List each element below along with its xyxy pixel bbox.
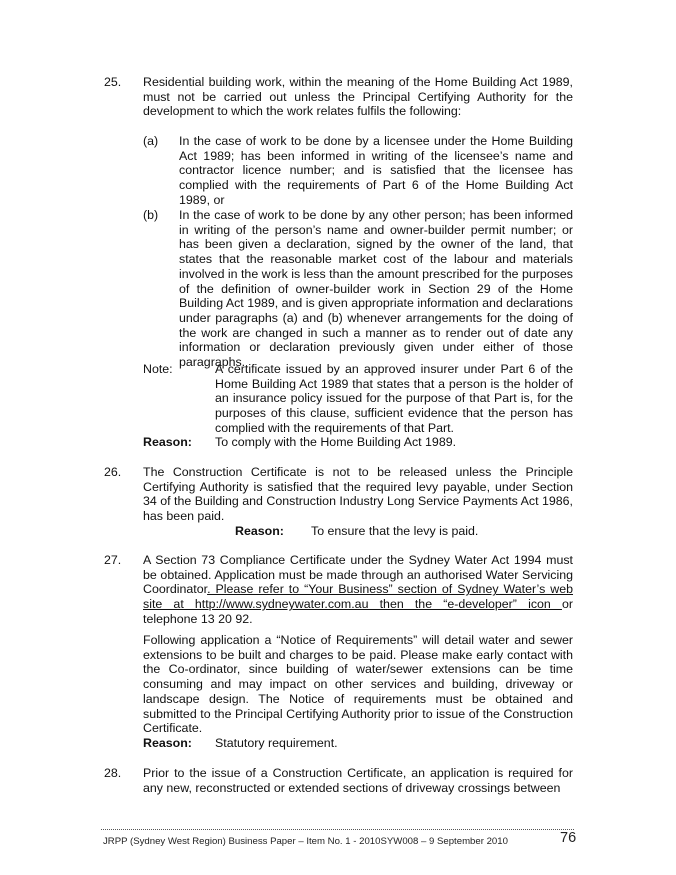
sydney-water-link-text[interactable]: . Please refer to “Your Business” section of Sydney Water’s web site at http://www.sydneywater.com.au then the “e-developer” icon — [143, 582, 573, 612]
condition-26-reason-text: To ensure that the levy is paid. — [311, 524, 479, 538]
page-number: 76 — [560, 830, 577, 846]
footer-divider — [101, 829, 574, 830]
condition-25-b-label: (b) — [143, 208, 159, 222]
condition-28-text: Prior to the issue of a Construction Certificate, an application is required for any new, reconstructed or extended sections of driveway crossings between — [143, 766, 573, 795]
condition-26-number: 26. — [104, 465, 122, 479]
condition-25-a-text: In the case of work to be done by a licensee under the Home Building Act 1989; has been informed in writing of the licensee’s name and contractor licence number; and is satisfied that the licensee has complied with the requirements of Part 6 of the Home Building Act 1989, or — [179, 134, 573, 207]
condition-26-reason-label: Reason: — [235, 524, 284, 538]
condition-27-reason-text: Statutory requirement. — [215, 736, 338, 750]
condition-25-number: 25. — [104, 75, 122, 89]
condition-27-text — [143, 553, 573, 627]
condition-27-text-start: A Section 73 Compliance Certificate under the Sydney Water Act 1994 must be obtained. Application must be made through an authorised Water Servicing Coordinator — [143, 553, 573, 597]
condition-25-b-text: In the case of work to be done by any other person; has been informed in writing of the person’s name and owner-builder permit number; or has been given a declaration, signed by the owner of the land, that states that the reasonable market cost of the labour and materials involved in the work is less than the amount prescribed for the purposes of the definition of owner-builder work in Section 29 of the Home Building Act 1989, and is given appropriate information and declarations under paragraphs (a) and (b) whenever arrangements for the doing of the work are changed in such a manner as to render out of date any information or declaration previously given under either of those paragraphs. — [179, 208, 574, 370]
condition-27-text-end: or telephone 13 20 92. — [143, 597, 573, 626]
condition-27-reason-label: Reason: — [143, 736, 192, 750]
condition-25-note-text: A certificate issued by an approved insurer under Part 6 of the Home Building Act 1989 that states that a person is the holder of an insurance policy issued for the purpose of that Part is, for the purposes of this clause, sufficient evidence that the person has complied with the requirements of that Part. — [215, 362, 573, 435]
condition-28-number: 28. — [104, 766, 122, 780]
condition-27-number: 27. — [104, 553, 122, 567]
condition-25-reason-label: Reason: — [143, 435, 192, 449]
condition-25-a-label: (a) — [143, 134, 159, 148]
condition-25-note-label: Note: — [143, 362, 173, 376]
condition-25-intro: Residential building work, within the meaning of the Home Building Act 1989, must not be carried out unless the Principal Certifying Authority for the development to which the work relates fulfils the following: — [143, 75, 573, 119]
condition-25-reason-text: To comply with the Home Building Act 1989. — [215, 435, 457, 449]
condition-27-para2: Following application a “Notice of Requirements” will detail water and sewer extensions to be built and charges to be paid. Please make early contact with the Co-ordinator, since building of water/sewer extensions can be time consuming and may impact on other services and building, driveway or landscape design. The Notice of requirements must be obtained and submitted to the Principal Certifying Authority prior to issue of the Construction Certificate. — [143, 633, 573, 736]
footer-text: JRPP (Sydney West Region) Business Paper – Item No. 1 - 2010SYW008 – 9 September 2010 — [103, 836, 508, 847]
condition-26-text: The Construction Certificate is not to be released unless the Principle Certifying Authority is satisfied that the required levy payable, under Section 34 of the Building and Construction Industry Long Service Payments Act 1986, has been paid. — [143, 465, 573, 524]
